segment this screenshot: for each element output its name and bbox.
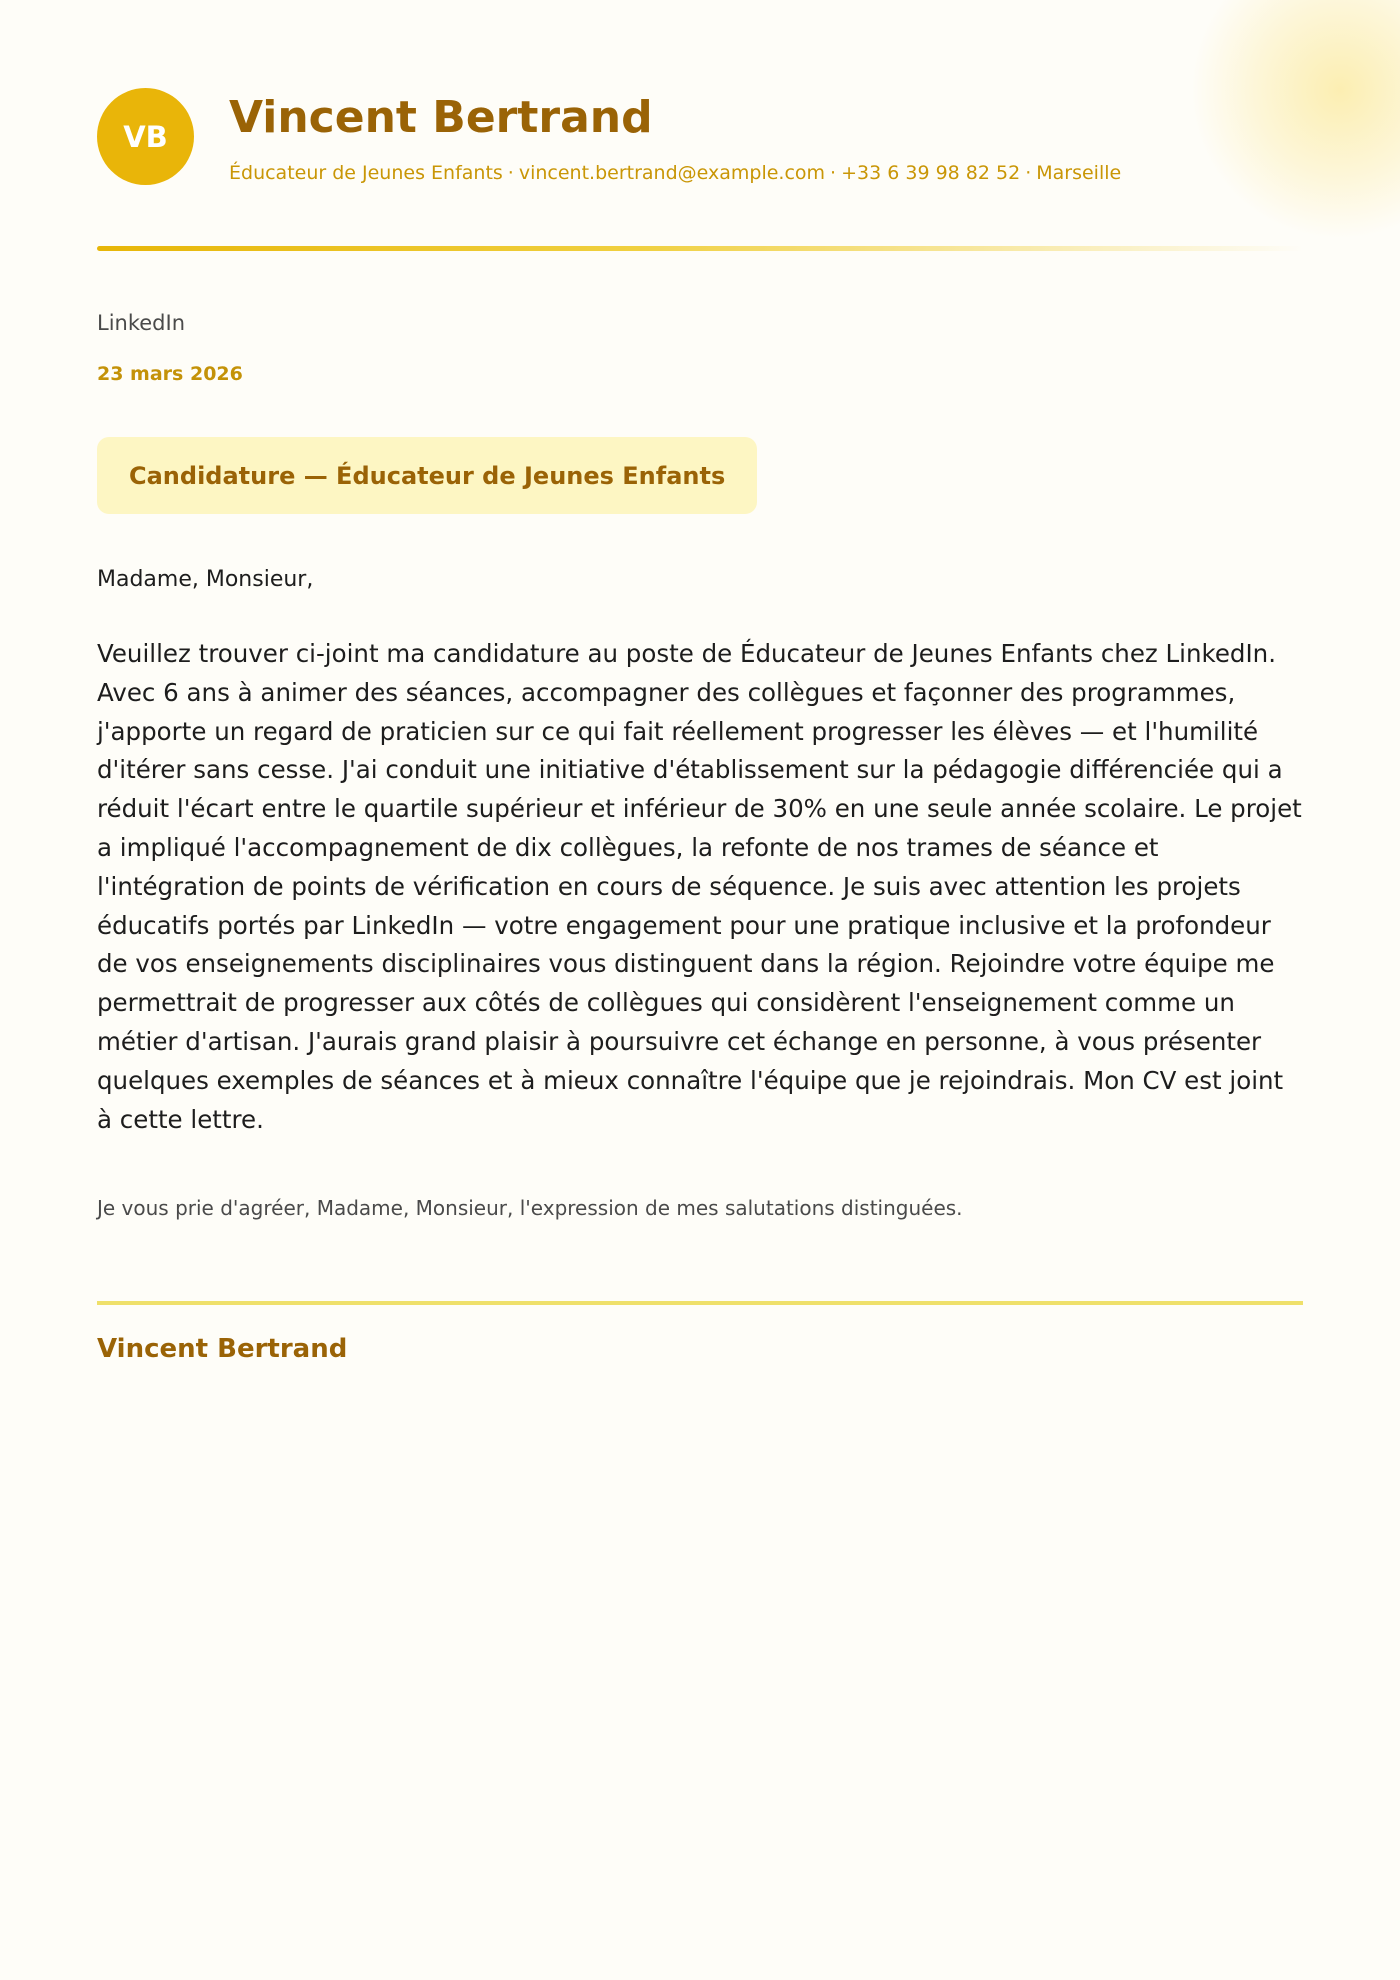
closing-formula: Je vous prie d'agréer, Madame, Monsieur, l'expression de mes salutations distinguées. [97, 1196, 963, 1220]
header-divider [97, 246, 1303, 251]
sender-name: Vincent Bertrand [229, 92, 653, 143]
phone-number[interactable]: +33 6 39 98 82 52 [841, 162, 1021, 184]
subject-box [97, 437, 757, 514]
letter-header [97, 88, 1303, 188]
separator: · [830, 162, 837, 184]
letter-date: 23 mars 2026 [97, 363, 243, 385]
separator: · [507, 162, 514, 184]
avatar-initials: VB [123, 119, 168, 154]
salutation: Madame, Monsieur, [97, 567, 314, 592]
city: Marseille [1036, 162, 1122, 184]
signature: Vincent Bertrand [97, 1334, 348, 1364]
job-title: Éducateur de Jeunes Enfants [229, 162, 503, 184]
contact-line [229, 162, 1121, 184]
avatar [97, 88, 194, 185]
subject-line: Candidature — Éducateur de Jeunes Enfants [129, 461, 726, 490]
recipient: LinkedIn [97, 311, 186, 335]
email-link[interactable]: vincent.bertrand@example.com [518, 162, 826, 184]
letter-body: Veuillez trouver ci-joint ma candidature au poste de Éducateur de Jeunes Enfants chez LinkedIn. Avec 6 ans à animer des séances, accompagner des collègues et façonner des programmes, j'apporte un regard de praticien sur ce qui fait réellement progresser les élèves — et l'humilité d'itérer sans cesse. J'ai conduit une initiative d'établissement sur la pédagogie différenciée qui a réduit l'écart entre le quartile supérieur et inférieur de 30% en une seule année scolaire. Le projet a impliqué l'accompagnement de dix collègues, la refonte de nos trames de séance et l'intégration de points de vérification en cours de séquence. Je suis avec attention les projets éducatifs portés par LinkedIn — votre engagement pour une pratique inclusive et la profondeur de vos enseignements disciplinaires vous distinguent dans la région. Rejoindre votre équipe me permettrait de progresser aux côtés de collègues qui considèrent l'enseignement comme un métier d'artisan. J'aurais grand plaisir à poursuivre cet échange en personne, à vous présenter quelques exemples de séances et à mieux connaître l'équipe que je rejoindrais. Mon CV est joint à cette lettre. [97, 639, 1302, 1134]
separator: · [1025, 162, 1032, 184]
footer-divider [97, 1301, 1303, 1305]
